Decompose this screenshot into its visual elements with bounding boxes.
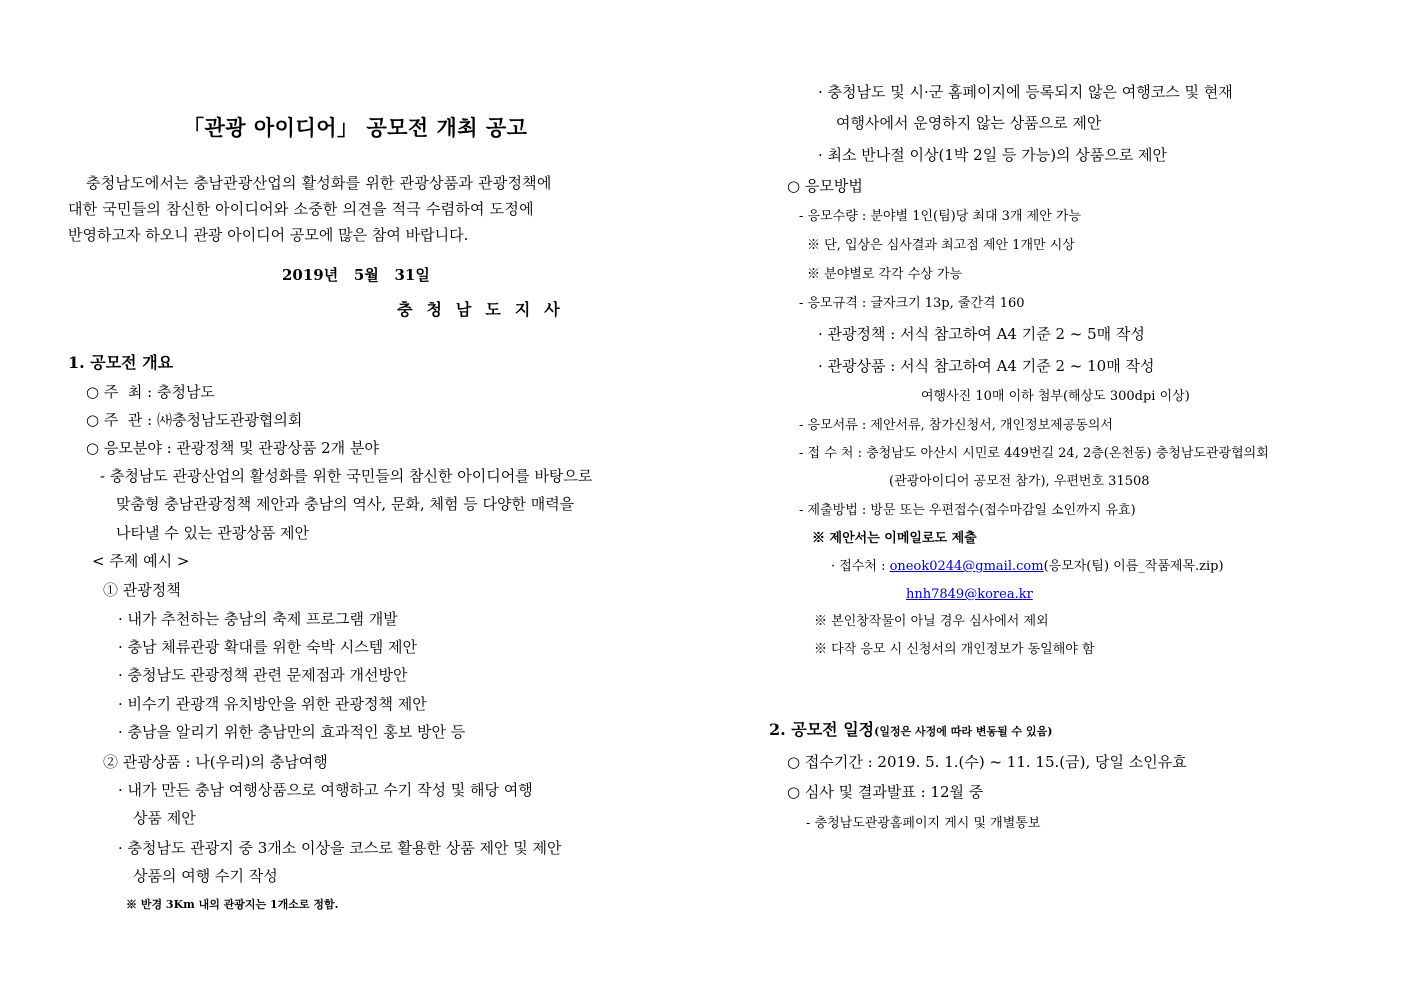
exclude-note: ※ 본인창작물이 아닐 경우 심사에서 제외 bbox=[814, 614, 1049, 629]
period-line: ○ 접수기간 : 2019. 5. 1.(수) ~ 11. 15.(금), 당일 소인유효 bbox=[787, 753, 1187, 771]
email-note: ※ 제안서는 이메일로도 제출 bbox=[812, 531, 977, 546]
intro-line-2: 대한 국민들의 참신한 아이디어와 소중한 의견을 적극 수렴하여 도정에 bbox=[68, 200, 534, 218]
product-item-1: · 내가 만든 충남 여행상품으로 여행하고 수기 작성 및 해당 여행 bbox=[118, 781, 533, 799]
product-item-1-cont: 상품 제안 bbox=[133, 809, 196, 827]
section1-heading: 1. 공모전 개요 bbox=[68, 353, 174, 372]
field-desc-3: 나타낼 수 있는 관광상품 제안 bbox=[116, 524, 309, 542]
email-link-1[interactable]: oneok0244@gmail.com bbox=[889, 559, 1044, 574]
policy-item-2: · 충남 체류관광 확대를 위한 숙박 시스템 제안 bbox=[118, 638, 417, 656]
method-heading: ○ 응모방법 bbox=[787, 177, 863, 195]
spec-policy: · 관광정책 : 서식 참고하여 A4 기준 2 ~ 5매 작성 bbox=[818, 325, 1145, 343]
review-line: ○ 심사 및 결과발표 : 12월 중 bbox=[787, 783, 984, 801]
top-item-2: · 최소 반나절 이상(1박 2일 등 가능)의 상품으로 제안 bbox=[818, 146, 1168, 164]
section2-note: (일정은 사정에 따라 변동될 수 있음) bbox=[874, 725, 1053, 738]
email-suffix: (응모자(팀) 이름_작품제목.zip) bbox=[1043, 559, 1224, 574]
intro-line-1: 충청남도에서는 충남관광산업의 활성화를 위한 관광상품과 관광정책에 bbox=[86, 174, 552, 192]
section2-heading-row bbox=[769, 720, 1052, 742]
email-prefix: · 접수처 : bbox=[831, 559, 890, 574]
policy-heading: ① 관광정책 bbox=[103, 581, 181, 599]
product-heading: ② 관광상품 : 나(우리)의 충남여행 bbox=[103, 753, 328, 771]
submit-line: - 제출방법 : 방문 또는 우편접수(접수마감일 소인까지 유효) bbox=[799, 503, 1136, 518]
top-item-1-cont: 여행사에서 운영하지 않는 상품으로 제안 bbox=[836, 114, 1102, 132]
email-link-2[interactable]: hnh7849@korea.kr bbox=[906, 587, 1033, 602]
top-item-1: · 충청남도 및 시·군 홈페이지에 등록되지 않은 여행코스 및 현재 bbox=[818, 83, 1233, 101]
policy-item-3: · 충청남도 관광정책 관련 문제점과 개선방안 bbox=[118, 666, 408, 684]
announce-line: - 충청남도관광홈페이지 게시 및 개별통보 bbox=[806, 816, 1041, 831]
notice-date: 2019년 5월 31일 bbox=[282, 266, 430, 284]
field-desc-1: - 충청남도 관광산업의 활성화를 위한 국민들의 참신한 아이디어를 바탕으로 bbox=[100, 467, 593, 485]
match-note: ※ 다작 응모 시 신청서의 개인정보가 동일해야 함 bbox=[814, 642, 1095, 657]
product-item-2: · 충청남도 관광지 중 3개소 이상을 코스로 활용한 상품 제안 및 제안 bbox=[118, 839, 562, 857]
spec-product: · 관광상품 : 서식 참고하여 A4 기준 2 ~ 10매 작성 bbox=[818, 357, 1155, 375]
documents-line: - 응모서류 : 제안서류, 참가신청서, 개인정보제공동의서 bbox=[799, 418, 1113, 433]
spec-line: - 응모규격 : 글자크기 13p, 줄간격 160 bbox=[799, 296, 1025, 311]
radius-note: ※ 반경 3Km 내의 관광지는 1개소로 정함. bbox=[126, 898, 339, 911]
address-line-1: - 접 수 처 : 충청남도 아산시 시민로 449번길 24, 2층(온천동) 충청남도관광협의회 bbox=[799, 446, 1269, 461]
policy-item-5: · 충남을 알리기 위한 충남만의 효과적인 홍보 방안 등 bbox=[118, 723, 466, 741]
field-line: ○ 응모분야 : 관광정책 및 관광상품 2개 분야 bbox=[86, 439, 379, 457]
quantity-note-2: ※ 분야별로 각각 수상 가능 bbox=[807, 267, 963, 282]
page-title: 「관광 아이디어」 공모전 개최 공고 bbox=[183, 115, 528, 140]
quantity-note-1: ※ 단, 입상은 심사결과 최고점 제안 1개만 시상 bbox=[807, 238, 1075, 253]
host-line: ○ 주 최 : 충청남도 bbox=[86, 383, 215, 401]
product-item-2-cont: 상품의 여행 수기 작성 bbox=[133, 867, 278, 885]
policy-item-1: · 내가 추천하는 충남의 축제 프로그램 개발 bbox=[118, 610, 398, 628]
spec-photo: 여행사진 10매 이하 첨부(해상도 300dpi 이상) bbox=[921, 389, 1190, 404]
address-line-2: (관광아이디어 공모전 참가), 우편번호 31508 bbox=[889, 474, 1150, 489]
quantity-line: - 응모수량 : 분야별 1인(팀)당 최대 3개 제안 가능 bbox=[799, 209, 1082, 224]
organizer-line: ○ 주 관 : ㈔충청남도관광협의회 bbox=[86, 411, 303, 429]
field-desc-2: 맞춤형 충남관광정책 제안과 충남의 역사, 문화, 체험 등 다양한 매력을 bbox=[116, 495, 575, 513]
policy-item-4: · 비수기 관광객 유치방안을 위한 관광정책 제안 bbox=[118, 695, 427, 713]
section2-heading: 2. 공모전 일정 bbox=[769, 720, 875, 739]
intro-line-3: 반영하고자 하오니 관광 아이디어 공모에 많은 참여 바랍니다. bbox=[68, 226, 469, 244]
theme-header: < 주제 예시 > bbox=[92, 552, 190, 570]
issuer-name: 충청남도지사 bbox=[397, 300, 574, 319]
email-row bbox=[831, 557, 1224, 577]
